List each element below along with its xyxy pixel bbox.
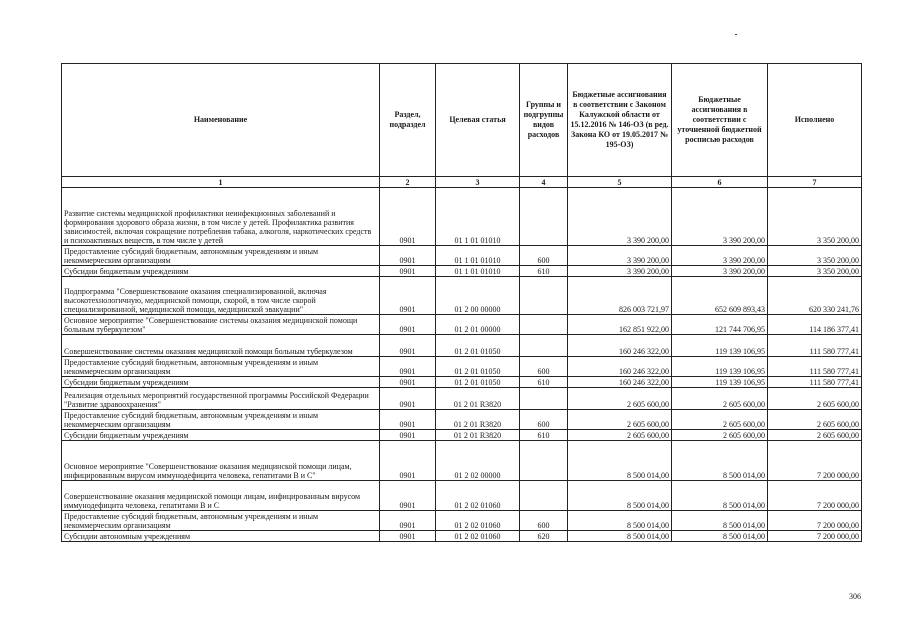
row-group: 620 bbox=[520, 531, 568, 542]
row-executed: 7 200 000,00 bbox=[768, 441, 862, 481]
table-row bbox=[62, 246, 862, 266]
row-budget: 160 246 322,00 bbox=[568, 335, 672, 357]
row-group: 600 bbox=[520, 410, 568, 430]
row-group: 610 bbox=[520, 266, 568, 277]
row-article: 01 1 01 01010 bbox=[436, 188, 520, 246]
row-section: 0901 bbox=[380, 315, 436, 335]
row-budget: 8 500 014,00 bbox=[568, 441, 672, 481]
table-row bbox=[62, 410, 862, 430]
row-group: 610 bbox=[520, 377, 568, 388]
row-executed: 3 350 200,00 bbox=[768, 266, 862, 277]
row-name: Основное мероприятие "Совершенствование системы оказания медицинской помощи больным туберкулезом" bbox=[62, 315, 380, 335]
table-row bbox=[62, 441, 862, 481]
column-number: 1 bbox=[62, 177, 380, 188]
row-refined: 8 500 014,00 bbox=[672, 531, 768, 542]
table-row bbox=[62, 277, 862, 315]
table-row bbox=[62, 266, 862, 277]
row-article: 01 2 02 00000 bbox=[436, 441, 520, 481]
row-name: Субсидии бюджетным учреждениям bbox=[62, 377, 380, 388]
row-refined: 3 390 200,00 bbox=[672, 266, 768, 277]
row-name: Предоставление субсидий бюджетным, автономным учреждениям и иным некоммерческим организациям bbox=[62, 246, 380, 266]
row-name: Развитие системы медицинской профилактики неинфекционных заболеваний и формирования здорового образа жизни, в том числе у детей. Профилактика развития зависимостей, включая сокращение потребления табака, алкоголя, наркотических средств и психоактивных веществ, в том числе у детей bbox=[62, 188, 380, 246]
row-refined: 2 605 600,00 bbox=[672, 410, 768, 430]
row-executed: 7 200 000,00 bbox=[768, 531, 862, 542]
table-row bbox=[62, 388, 862, 410]
row-refined: 8 500 014,00 bbox=[672, 511, 768, 531]
row-budget: 3 390 200,00 bbox=[568, 266, 672, 277]
row-executed: 2 605 600,00 bbox=[768, 410, 862, 430]
row-refined: 2 605 600,00 bbox=[672, 430, 768, 441]
row-executed: 3 350 200,00 bbox=[768, 188, 862, 246]
row-budget: 2 605 600,00 bbox=[568, 410, 672, 430]
row-name: Подпрограмма "Совершенствование оказания специализированной, включая высокотехнологичную, медицинской помощи, скорой, в том числе скорой специализированной, медицинской помощи, медицинской эвакуации" bbox=[62, 277, 380, 315]
row-executed: 111 580 777,41 bbox=[768, 357, 862, 377]
table-row bbox=[62, 335, 862, 357]
table-row bbox=[62, 511, 862, 531]
row-article: 01 2 01 R3820 bbox=[436, 388, 520, 410]
row-executed: 2 605 600,00 bbox=[768, 430, 862, 441]
scan-speck bbox=[735, 34, 737, 35]
row-budget: 3 390 200,00 bbox=[568, 188, 672, 246]
row-section: 0901 bbox=[380, 246, 436, 266]
row-group bbox=[520, 315, 568, 335]
row-article: 01 2 01 01050 bbox=[436, 357, 520, 377]
row-name: Субсидии автономным учреждениям bbox=[62, 531, 380, 542]
row-executed: 7 200 000,00 bbox=[768, 511, 862, 531]
column-number: 2 bbox=[380, 177, 436, 188]
row-budget: 162 851 922,00 bbox=[568, 315, 672, 335]
row-group: 600 bbox=[520, 357, 568, 377]
row-section: 0901 bbox=[380, 188, 436, 246]
row-name: Субсидии бюджетным учреждениям bbox=[62, 266, 380, 277]
row-refined: 8 500 014,00 bbox=[672, 481, 768, 511]
row-executed: 2 605 600,00 bbox=[768, 388, 862, 410]
row-name: Субсидии бюджетным учреждениям bbox=[62, 430, 380, 441]
column-number-row bbox=[62, 177, 862, 188]
row-budget: 2 605 600,00 bbox=[568, 388, 672, 410]
table-row bbox=[62, 315, 862, 335]
table-row bbox=[62, 377, 862, 388]
header-refined: Бюджетные ассигнования в соответствии с уточненной бюджетной росписью расходов bbox=[672, 64, 768, 177]
row-article: 01 2 01 00000 bbox=[436, 315, 520, 335]
row-section: 0901 bbox=[380, 531, 436, 542]
row-section: 0901 bbox=[380, 430, 436, 441]
row-budget: 8 500 014,00 bbox=[568, 481, 672, 511]
header-group: Группы и подгруппы видов расходов bbox=[520, 64, 568, 177]
row-group bbox=[520, 481, 568, 511]
header-section: Раздел, подраздел bbox=[380, 64, 436, 177]
row-section: 0901 bbox=[380, 266, 436, 277]
row-article: 01 2 02 01060 bbox=[436, 531, 520, 542]
row-group bbox=[520, 277, 568, 315]
row-article: 01 2 00 00000 bbox=[436, 277, 520, 315]
row-section: 0901 bbox=[380, 277, 436, 315]
row-article: 01 1 01 01010 bbox=[436, 266, 520, 277]
row-section: 0901 bbox=[380, 335, 436, 357]
row-budget: 8 500 014,00 bbox=[568, 511, 672, 531]
header-name: Наименование bbox=[62, 64, 380, 177]
column-number: 4 bbox=[520, 177, 568, 188]
row-group bbox=[520, 388, 568, 410]
table-row bbox=[62, 430, 862, 441]
row-group bbox=[520, 335, 568, 357]
row-executed: 111 580 777,41 bbox=[768, 335, 862, 357]
row-group bbox=[520, 188, 568, 246]
row-article: 01 2 01 01050 bbox=[436, 377, 520, 388]
budget-execution-table bbox=[61, 63, 862, 542]
row-refined: 121 744 706,95 bbox=[672, 315, 768, 335]
row-group bbox=[520, 441, 568, 481]
page-number: 306 bbox=[849, 592, 861, 601]
row-article: 01 2 01 R3820 bbox=[436, 410, 520, 430]
table-row bbox=[62, 188, 862, 246]
row-refined: 119 139 106,95 bbox=[672, 377, 768, 388]
column-number: 6 bbox=[672, 177, 768, 188]
header-executed: Исполнено bbox=[768, 64, 862, 177]
header-row bbox=[62, 64, 862, 177]
row-name: Реализация отдельных мероприятий государственной программы Российской Федерации "Развитие здравоохранения" bbox=[62, 388, 380, 410]
row-section: 0901 bbox=[380, 410, 436, 430]
row-article: 01 2 01 R3820 bbox=[436, 430, 520, 441]
row-article: 01 1 01 01010 bbox=[436, 246, 520, 266]
table-row bbox=[62, 357, 862, 377]
row-name: Основное мероприятие "Совершенствование оказания медицинской помощи лицам, инфицированным вирусом иммунодефицита человека, гепатитами В и С" bbox=[62, 441, 380, 481]
row-refined: 119 139 106,95 bbox=[672, 357, 768, 377]
row-group: 600 bbox=[520, 511, 568, 531]
row-refined: 2 605 600,00 bbox=[672, 388, 768, 410]
row-name: Совершенствование оказания медицинской помощи лицам, инфицированным вирусом иммунодефицита человека, гепатитами В и С bbox=[62, 481, 380, 511]
row-budget: 2 605 600,00 bbox=[568, 430, 672, 441]
table-row bbox=[62, 481, 862, 511]
row-section: 0901 bbox=[380, 377, 436, 388]
header-article: Целевая статья bbox=[436, 64, 520, 177]
row-name: Предоставление субсидий бюджетным, автономным учреждениям и иным некоммерческим организациям bbox=[62, 357, 380, 377]
table-row bbox=[62, 531, 862, 542]
row-section: 0901 bbox=[380, 481, 436, 511]
row-executed: 3 350 200,00 bbox=[768, 246, 862, 266]
row-budget: 8 500 014,00 bbox=[568, 531, 672, 542]
row-refined: 3 390 200,00 bbox=[672, 246, 768, 266]
column-number: 3 bbox=[436, 177, 520, 188]
row-section: 0901 bbox=[380, 357, 436, 377]
row-executed: 111 580 777,41 bbox=[768, 377, 862, 388]
row-refined: 652 609 893,43 bbox=[672, 277, 768, 315]
row-article: 01 2 02 01060 bbox=[436, 511, 520, 531]
row-executed: 7 200 000,00 bbox=[768, 481, 862, 511]
row-refined: 3 390 200,00 bbox=[672, 188, 768, 246]
row-executed: 620 330 241,76 bbox=[768, 277, 862, 315]
row-name: Предоставление субсидий бюджетным, автономным учреждениям и иным некоммерческим организациям bbox=[62, 410, 380, 430]
row-article: 01 2 01 01050 bbox=[436, 335, 520, 357]
row-budget: 160 246 322,00 bbox=[568, 357, 672, 377]
header-budget: Бюджетные ассигнования в соответствии с Законом Калужской области от 15.12.2016 № 146-ОЗ (в ред. Закона КО от 19.05.2017 № 195-ОЗ) bbox=[568, 64, 672, 177]
column-number: 5 bbox=[568, 177, 672, 188]
row-name: Совершенствование системы оказания медицинской помощи больным туберкулезом bbox=[62, 335, 380, 357]
row-group: 600 bbox=[520, 246, 568, 266]
row-budget: 3 390 200,00 bbox=[568, 246, 672, 266]
row-article: 01 2 02 01060 bbox=[436, 481, 520, 511]
row-refined: 119 139 106,95 bbox=[672, 335, 768, 357]
column-number: 7 bbox=[768, 177, 862, 188]
row-refined: 8 500 014,00 bbox=[672, 441, 768, 481]
row-name: Предоставление субсидий бюджетным, автономным учреждениям и иным некоммерческим организациям bbox=[62, 511, 380, 531]
row-budget: 160 246 322,00 bbox=[568, 377, 672, 388]
row-executed: 114 186 377,41 bbox=[768, 315, 862, 335]
row-section: 0901 bbox=[380, 388, 436, 410]
row-section: 0901 bbox=[380, 441, 436, 481]
row-group: 610 bbox=[520, 430, 568, 441]
row-budget: 826 003 721,97 bbox=[568, 277, 672, 315]
row-section: 0901 bbox=[380, 511, 436, 531]
